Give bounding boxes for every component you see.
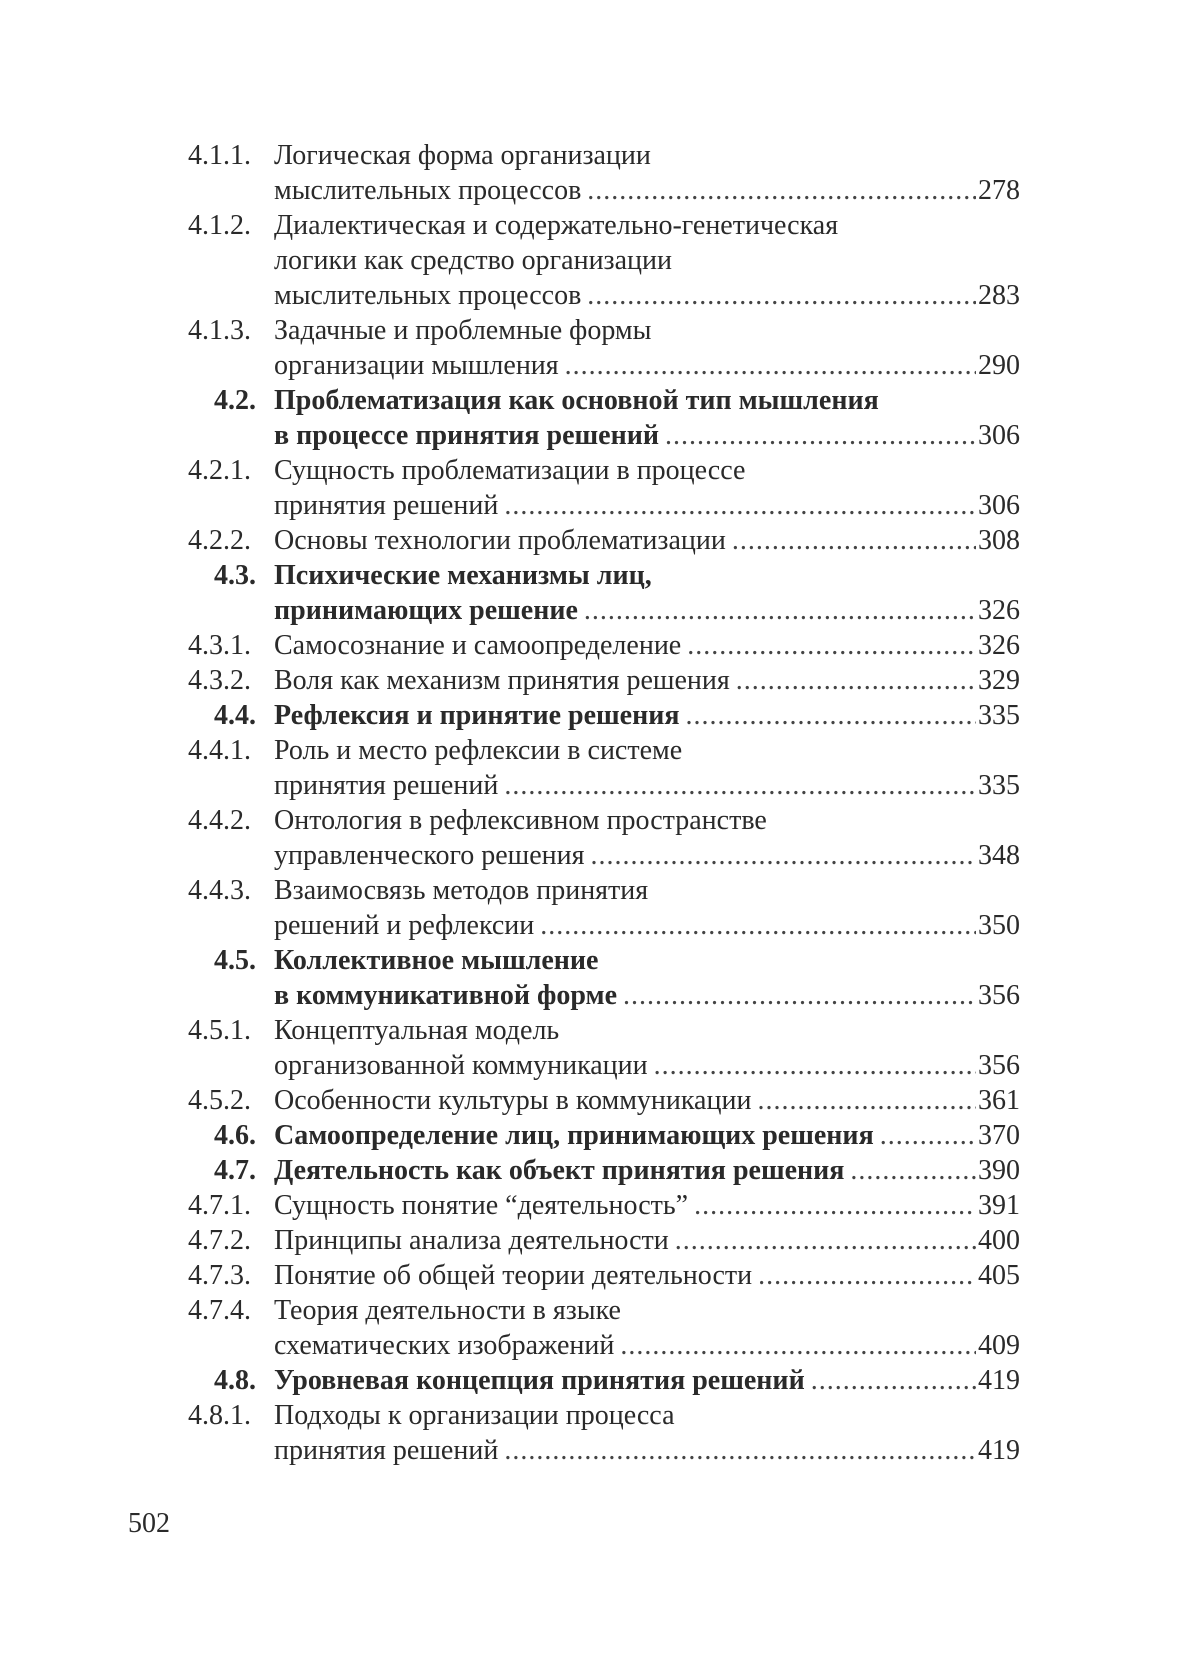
toc-entry-page: 350	[978, 910, 1020, 941]
toc-subsection-entry	[188, 628, 1020, 663]
toc-entry-title-line	[274, 348, 1020, 383]
toc-entry-page: 391	[978, 1190, 1020, 1221]
toc-entry-title	[274, 1398, 1020, 1468]
dot-leader	[587, 173, 976, 208]
toc-entry-title-line	[274, 488, 1020, 523]
toc-entry-title	[274, 1223, 1020, 1258]
toc-entry-page: 390	[978, 1155, 1020, 1186]
toc-subsection-entry	[188, 733, 1020, 803]
toc-entry-number: 4.8.	[214, 1365, 256, 1396]
toc-entry-page: 419	[978, 1435, 1020, 1466]
toc-entry-title	[274, 628, 1020, 663]
toc-entry-page: 329	[978, 665, 1020, 696]
dot-leader	[686, 698, 976, 733]
toc-entry-title-line: Сущность проблематизации в процессе	[274, 455, 746, 486]
toc-entry-number: 4.4.3.	[188, 875, 251, 906]
toc-entry-title-text: Особенности культуры в коммуникации	[274, 1085, 752, 1116]
toc-entry-number: 4.7.2.	[188, 1225, 251, 1256]
toc-entry-number: 4.3.1.	[188, 630, 251, 661]
dot-leader	[565, 348, 976, 383]
toc-entry-number: 4.1.1.	[188, 140, 251, 171]
toc-entry-title-line	[274, 1153, 1020, 1188]
toc-entry-number: 4.7.	[214, 1155, 256, 1186]
toc-entry-page: 335	[978, 770, 1020, 801]
toc-entry-title	[274, 138, 1020, 208]
toc-subsection-entry	[188, 663, 1020, 698]
dot-leader	[694, 1188, 976, 1223]
toc-entry-title-text: решений и рефлексии	[274, 910, 535, 941]
toc-entry-title-line	[274, 1188, 1020, 1223]
toc-entry-number: 4.8.1.	[188, 1400, 251, 1431]
toc-entry-title	[274, 1293, 1020, 1363]
dot-leader	[811, 1363, 976, 1398]
toc-entry-page: 283	[978, 280, 1020, 311]
toc-entry-title-text: Понятие об общей теории деятельности	[274, 1260, 753, 1291]
page-number: 502	[128, 1508, 170, 1539]
dot-leader	[687, 628, 976, 663]
toc-section-entry	[188, 1118, 1020, 1153]
toc-entry-title-line	[274, 523, 1020, 558]
toc-entry-number: 4.3.2.	[188, 665, 251, 696]
toc-entry-title-text: организации мышления	[274, 350, 559, 381]
toc-entry-number: 4.7.3.	[188, 1260, 251, 1291]
dot-leader	[504, 488, 976, 523]
toc-entry-title-text: Деятельность как объект принятия решения	[274, 1155, 845, 1186]
toc-entry-title	[274, 558, 1020, 628]
toc-section-entry	[188, 1363, 1020, 1398]
toc-entry-title-line: Задачные и проблемные формы	[274, 315, 652, 346]
toc-entry-title-line	[274, 838, 1020, 873]
toc-entry-page: 335	[978, 700, 1020, 731]
toc-entry-title-line	[274, 1363, 1020, 1398]
toc-subsection-entry	[188, 803, 1020, 873]
toc-entry-title-line: логики как средство организации	[274, 245, 672, 276]
toc-entry-page: 326	[978, 630, 1020, 661]
toc-entry-title-line	[274, 1118, 1020, 1153]
toc-entry-title-line	[274, 1433, 1020, 1468]
toc-entry-title	[274, 733, 1020, 803]
toc-entry-title-line	[274, 173, 1020, 208]
toc-section-entry	[188, 698, 1020, 733]
toc-entry-number: 4.3.	[214, 560, 256, 591]
toc-entry-page: 278	[978, 175, 1020, 206]
toc-entry-title	[274, 1118, 1020, 1153]
dot-leader	[654, 1048, 976, 1083]
toc-entry-title-line: Теория деятельности в языке	[274, 1295, 621, 1326]
toc-entry-title	[274, 523, 1020, 558]
toc-entry-page: 370	[978, 1120, 1020, 1151]
dot-leader	[880, 1118, 976, 1153]
toc-entry-title	[274, 208, 1020, 313]
toc-entry-title-line	[274, 978, 1020, 1013]
toc-subsection-entry	[188, 1083, 1020, 1118]
toc-entry-page: 400	[978, 1225, 1020, 1256]
toc-entry-title-line: Психические механизмы лиц,	[274, 560, 652, 591]
toc-entry-number: 4.2.	[214, 385, 256, 416]
toc-subsection-entry	[188, 523, 1020, 558]
toc-section-entry	[188, 1153, 1020, 1188]
toc-entry-title-text: Принципы анализа деятельности	[274, 1225, 669, 1256]
toc-entry-title-text: Основы технологии проблематизации	[274, 525, 726, 556]
dot-leader	[757, 1083, 976, 1118]
toc-subsection-entry	[188, 1398, 1020, 1468]
toc-subsection-entry	[188, 453, 1020, 523]
dot-leader	[620, 1328, 976, 1363]
dot-leader	[736, 663, 976, 698]
toc-entry-title-text: Самосознание и самоопределение	[274, 630, 682, 661]
toc-entry-title	[274, 873, 1020, 943]
toc-entry-title-text: мыслительных процессов	[274, 280, 582, 311]
dot-leader	[540, 908, 976, 943]
toc-section-entry	[188, 943, 1020, 1013]
toc-entry-number: 4.5.2.	[188, 1085, 251, 1116]
toc-entry-number: 4.6.	[214, 1120, 256, 1151]
toc-entry-title	[274, 1258, 1020, 1293]
dot-leader	[758, 1258, 976, 1293]
toc-subsection-entry	[188, 873, 1020, 943]
toc-entry-number: 4.7.4.	[188, 1295, 251, 1326]
toc-subsection-entry	[188, 1013, 1020, 1083]
toc-entry-title-text: в процессе принятия решений	[274, 420, 659, 451]
toc-entry-title-line	[274, 1048, 1020, 1083]
toc-entry-title-text: в коммуникативной форме	[274, 980, 618, 1011]
toc-entry-title	[274, 1363, 1020, 1398]
dot-leader	[504, 768, 976, 803]
toc-entry-title-line	[274, 698, 1020, 733]
toc-entry-title-line	[274, 628, 1020, 663]
dot-leader	[504, 1433, 976, 1468]
toc-entry-title-line: Взаимосвязь методов принятия	[274, 875, 649, 906]
toc-entry-title-text: Уровневая концепция принятия решений	[274, 1365, 805, 1396]
toc-entry-page: 405	[978, 1260, 1020, 1291]
dot-leader	[591, 838, 976, 873]
dot-leader	[732, 523, 976, 558]
toc-entry-number: 4.1.2.	[188, 210, 251, 241]
toc-subsection-entry	[188, 1188, 1020, 1223]
toc-entry-title	[274, 943, 1020, 1013]
toc-entry-number: 4.4.1.	[188, 735, 251, 766]
toc-entry-page: 290	[978, 350, 1020, 381]
table-of-contents	[188, 138, 1020, 1468]
toc-entry-title-text: организованной коммуникации	[274, 1050, 648, 1081]
toc-entry-title-text: Самоопределение лиц, принимающих решения	[274, 1120, 874, 1151]
toc-entry-title	[274, 453, 1020, 523]
toc-entry-number: 4.2.2.	[188, 525, 251, 556]
toc-entry-page: 361	[978, 1085, 1020, 1116]
toc-entry-title-text: управленческого решения	[274, 840, 585, 871]
toc-entry-title-text: принятия решений	[274, 1435, 499, 1466]
toc-section-entry	[188, 383, 1020, 453]
toc-entry-page: 356	[978, 1050, 1020, 1081]
toc-entry-title-line	[274, 908, 1020, 943]
toc-entry-title-line	[274, 418, 1020, 453]
toc-entry-title-text: принятия решений	[274, 490, 499, 521]
toc-entry-page: 409	[978, 1330, 1020, 1361]
toc-entry-title-line: Роль и место рефлексии в системе	[274, 735, 683, 766]
dot-leader	[584, 593, 976, 628]
toc-entry-number: 4.4.2.	[188, 805, 251, 836]
toc-entry-title-line: Подходы к организации процесса	[274, 1400, 675, 1431]
toc-entry-page: 326	[978, 595, 1020, 626]
dot-leader	[623, 978, 976, 1013]
dot-leader	[665, 418, 976, 453]
toc-entry-title-line	[274, 593, 1020, 628]
toc-entry-number: 4.2.1.	[188, 455, 251, 486]
toc-subsection-entry	[188, 138, 1020, 208]
toc-entry-title	[274, 1188, 1020, 1223]
toc-entry-title-line	[274, 1258, 1020, 1293]
toc-entry-page: 306	[978, 420, 1020, 451]
toc-entry-page: 306	[978, 490, 1020, 521]
toc-entry-number: 4.5.	[214, 945, 256, 976]
toc-subsection-entry	[188, 1293, 1020, 1363]
dot-leader	[675, 1223, 976, 1258]
toc-entry-title-text: Рефлексия и принятие решения	[274, 700, 680, 731]
toc-entry-title-line: Концептуальная модель	[274, 1015, 560, 1046]
toc-entry-title-line	[274, 663, 1020, 698]
toc-entry-title	[274, 1153, 1020, 1188]
toc-subsection-entry	[188, 208, 1020, 313]
toc-entry-title	[274, 663, 1020, 698]
toc-entry-title-line	[274, 1328, 1020, 1363]
toc-entry-title-text: принятия решений	[274, 770, 499, 801]
toc-subsection-entry	[188, 313, 1020, 383]
toc-entry-title	[274, 803, 1020, 873]
toc-subsection-entry	[188, 1258, 1020, 1293]
dot-leader	[850, 1153, 976, 1188]
toc-entry-title-line	[274, 278, 1020, 313]
toc-entry-number: 4.5.1.	[188, 1015, 251, 1046]
toc-entry-title-line	[274, 768, 1020, 803]
toc-entry-title	[274, 1083, 1020, 1118]
toc-entry-title	[274, 698, 1020, 733]
toc-entry-title-line	[274, 1083, 1020, 1118]
toc-entry-title-text: Сущность понятие “деятельность”	[274, 1190, 689, 1221]
toc-entry-title-text: схематических изображений	[274, 1330, 615, 1361]
toc-entry-title	[274, 383, 1020, 453]
dot-leader	[587, 278, 976, 313]
toc-entry-page: 308	[978, 525, 1020, 556]
toc-entry-title-text: мыслительных процессов	[274, 175, 582, 206]
toc-subsection-entry	[188, 1223, 1020, 1258]
toc-entry-title-line: Диалектическая и содержательно-генетическая	[274, 210, 839, 241]
toc-entry-title-line: Коллективное мышление	[274, 945, 599, 976]
toc-entry-title-line: Проблематизация как основной тип мышления	[274, 385, 879, 416]
toc-entry-title-text: Воля как механизм принятия решения	[274, 665, 730, 696]
toc-section-entry	[188, 558, 1020, 628]
toc-entry-number: 4.7.1.	[188, 1190, 251, 1221]
toc-entry-number: 4.4.	[214, 700, 256, 731]
toc-entry-title	[274, 1013, 1020, 1083]
toc-entry-title-line: Онтология в рефлексивном пространстве	[274, 805, 767, 836]
toc-entry-page: 348	[978, 840, 1020, 871]
toc-entry-number: 4.1.3.	[188, 315, 251, 346]
toc-entry-title-text: принимающих решение	[274, 595, 578, 626]
toc-entry-title-line: Логическая форма организации	[274, 140, 651, 171]
toc-entry-title	[274, 313, 1020, 383]
toc-entry-title-line	[274, 1223, 1020, 1258]
toc-entry-page: 419	[978, 1365, 1020, 1396]
toc-entry-page: 356	[978, 980, 1020, 1011]
